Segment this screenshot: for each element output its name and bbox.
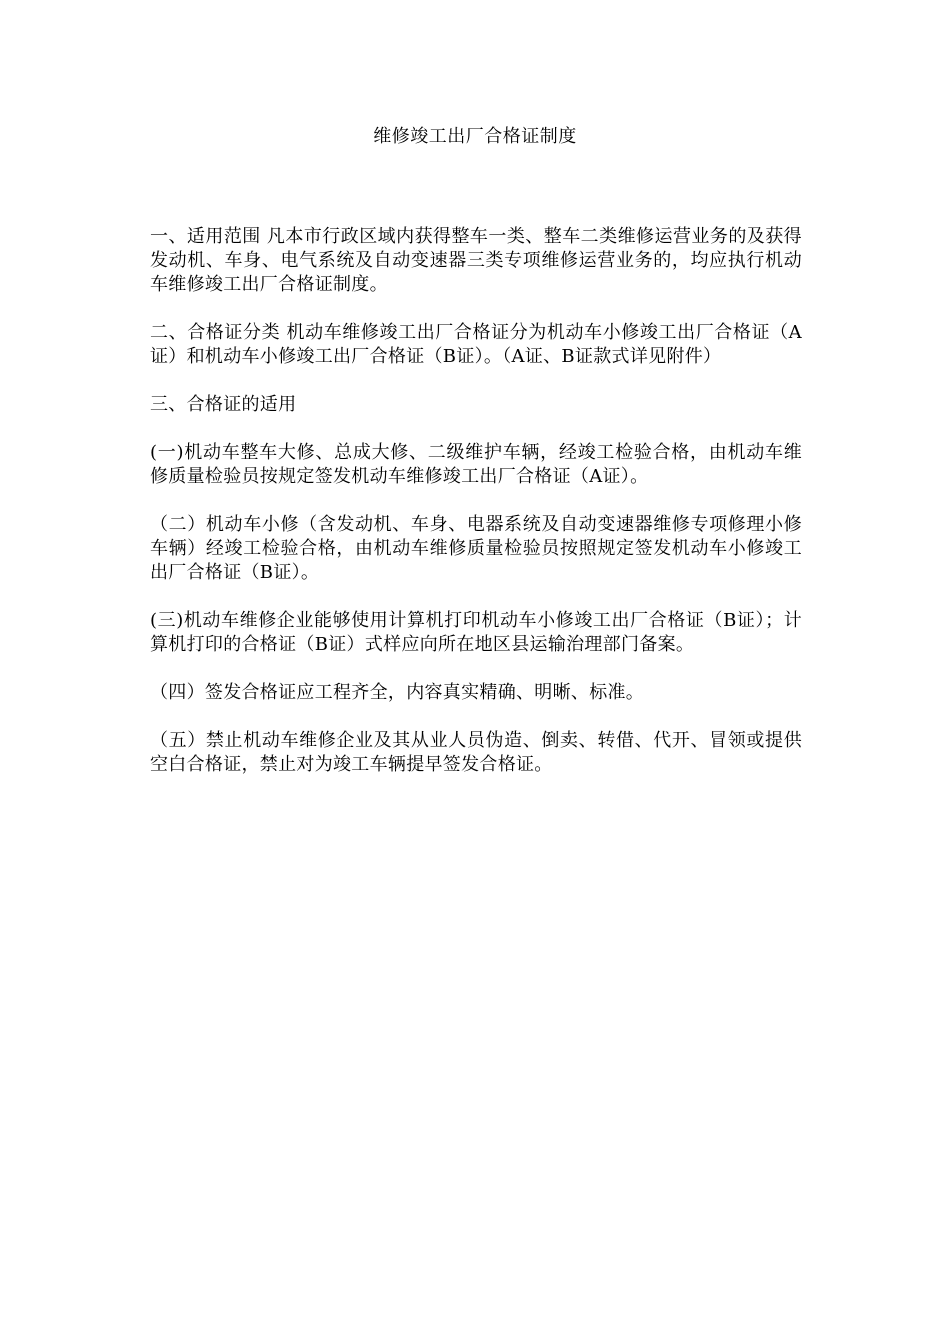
paragraph-application-heading: 三、合格证的适用	[150, 394, 297, 415]
paragraph-scope: 一、适用范围 凡本市行政区域内获得整车一类、整车二类维修运营业务的及获得发动机、车身、电气系统及自动变速器三类专项维修运营业务的，均应执行机动车维修竣工出厂合格证制度。	[150, 226, 802, 295]
paragraph-item-1: (一)机动车整车大修、总成大修、二级维护车辆，经竣工检验合格，由机动车维修质量检验员按规定签发机动车维修竣工出厂合格证（A证）。	[150, 442, 802, 487]
paragraph-item-3: (三)机动车维修企业能够使用计算机打印机动车小修竣工出厂合格证（B证）；计算机打印的合格证（B证）式样应向所在地区县运输治理部门备案。	[150, 610, 802, 655]
paragraph-item-5: （五）禁止机动车维修企业及其从业人员伪造、倒卖、转借、代开、冒领或提供空白合格证，禁止对为竣工车辆提早签发合格证。	[150, 730, 802, 775]
paragraph-item-2: （二）机动车小修（含发动机、车身、电器系统及自动变速器维修专项修理小修车辆）经竣工检验合格，由机动车维修质量检验员按照规定签发机动车小修竣工出厂合格证（B证）。	[150, 514, 802, 583]
paragraph-item-4: （四）签发合格证应工程齐全，内容真实精确、明晰、标准。	[150, 682, 645, 703]
paragraph-classification: 二、合格证分类 机动车维修竣工出厂合格证分为机动车小修竣工出厂合格证（A证）和机动车小修竣工出厂合格证（B证）。（A证、B证款式详见附件）	[150, 322, 802, 367]
document-title: 维修竣工出厂合格证制度	[373, 126, 577, 147]
document-body	[150, 225, 802, 801]
